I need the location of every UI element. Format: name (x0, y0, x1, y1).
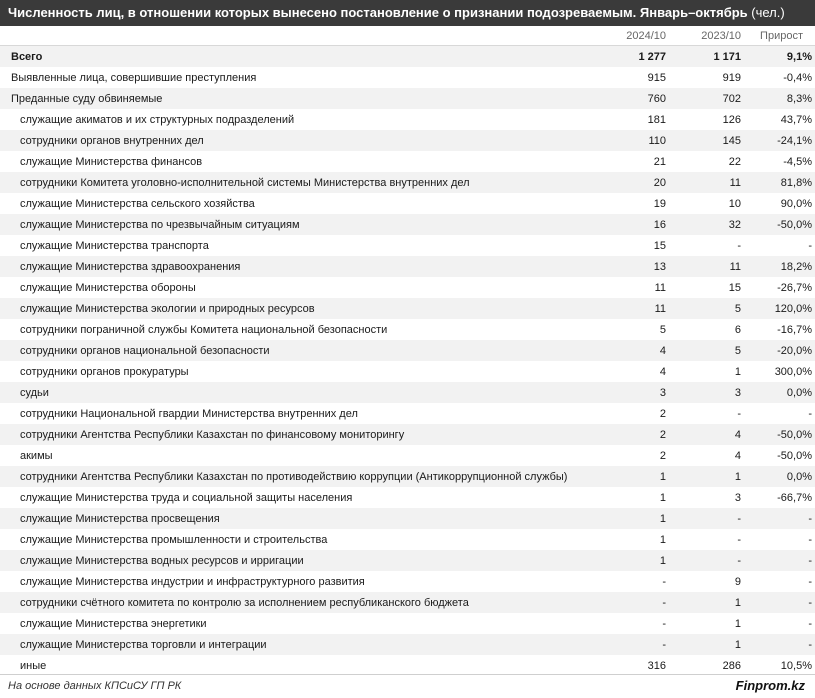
table-row (0, 46, 815, 68)
row-label: служащие Министерства обороны (20, 281, 196, 294)
table-row (0, 592, 815, 613)
table-row (0, 235, 815, 256)
value-2024: 181 (647, 113, 666, 126)
value-growth: 18,2% (743, 256, 815, 277)
row-label: Выявленные лица, совершившие преступления (11, 71, 257, 84)
table-row (0, 550, 815, 571)
row-label: Всего (0, 46, 580, 68)
value-growth: 81,8% (743, 172, 815, 193)
value-2023: 11 (668, 256, 743, 277)
row-label: служащие Министерства просвещения (0, 508, 580, 529)
value-2023: 22 (728, 155, 741, 168)
value-2024: 1 277 (580, 46, 668, 68)
value-2024: 4 (580, 340, 668, 361)
title-unit: (чел.) (751, 5, 785, 20)
value-growth: - (743, 508, 815, 529)
value-2023: 5 (668, 298, 743, 319)
data-table (0, 26, 815, 676)
value-2023: 1 (668, 634, 743, 655)
row-label: служащие Министерства энергетики (20, 617, 207, 630)
value-2024: 1 (659, 533, 666, 546)
value-growth: -24,1% (743, 130, 815, 151)
table-row (0, 88, 815, 109)
row-label: сотрудники Комитета уголовно-исполнительной системы Министерства внутренних дел (0, 172, 580, 193)
value-2024: 15 (653, 239, 666, 252)
value-growth: -50,0% (777, 449, 812, 462)
source-note: На основе данных КПСиСУ ГП РК (8, 680, 182, 692)
value-growth: - (808, 617, 812, 630)
row-label: служащие Министерства транспорта (20, 239, 209, 252)
row-label: судьи (0, 382, 580, 403)
table-body (0, 46, 815, 677)
row-label: служащие Министерства промышленности и строительства (20, 533, 328, 546)
value-2024: 316 (647, 659, 666, 672)
value-2024: 1 (580, 466, 668, 487)
table-row (0, 319, 815, 340)
row-label: служащие Министерства здравоохранения (0, 256, 580, 277)
footer (0, 674, 815, 698)
header-growth: Прирост (743, 26, 815, 46)
table-row (0, 298, 815, 319)
value-2024: 5 (659, 323, 666, 336)
value-2023: 286 (722, 659, 741, 672)
value-2023: - (737, 407, 741, 420)
row-label: сотрудники Агентства Республики Казахстан по финансовому мониторингу (0, 424, 580, 445)
value-2023: - (737, 239, 741, 252)
value-2024: 3 (580, 382, 668, 403)
row-label: иные (20, 659, 47, 672)
row-label: акимы (20, 449, 53, 462)
value-2024: 2 (659, 449, 666, 462)
value-growth: -4,5% (783, 155, 812, 168)
table-row (0, 424, 815, 445)
table-row (0, 613, 815, 634)
table-row (0, 634, 815, 655)
row-label: служащие Министерства торговли и интеграции (0, 634, 580, 655)
value-2023: 702 (668, 88, 743, 109)
value-growth: - (808, 533, 812, 546)
row-label: Преданные суду обвиняемые (0, 88, 580, 109)
value-2024: 2 (580, 424, 668, 445)
value-2023: 3 (734, 491, 741, 504)
table-row (0, 277, 815, 298)
table-row (0, 529, 815, 550)
row-label: служащие Министерства водных ресурсов и ирригации (0, 550, 580, 571)
value-2024: 19 (653, 197, 666, 210)
row-label: сотрудники органов национальной безопасности (0, 340, 580, 361)
value-2023: 1 (668, 466, 743, 487)
value-2023: - (668, 550, 743, 571)
table-row (0, 487, 815, 508)
value-2023: 4 (734, 449, 741, 462)
value-2024: 2 (659, 407, 666, 420)
value-growth: -50,0% (743, 214, 815, 235)
value-2023: 3 (668, 382, 743, 403)
table-row (0, 67, 815, 88)
row-label: сотрудники счётного комитета по контролю за исполнением республиканского бюджета (0, 592, 580, 613)
table-row (0, 109, 815, 130)
value-growth: 0,0% (743, 466, 815, 487)
value-growth: 300,0% (774, 365, 812, 378)
value-2023: - (668, 508, 743, 529)
table-row (0, 256, 815, 277)
value-2023: 5 (668, 340, 743, 361)
value-growth: -66,7% (777, 491, 812, 504)
value-growth: -0,4% (783, 71, 812, 84)
value-2023: 11 (668, 172, 743, 193)
value-growth: - (743, 550, 815, 571)
table-row (0, 193, 815, 214)
value-2024: 1 (580, 508, 668, 529)
value-2024: - (580, 592, 668, 613)
value-2024: 20 (580, 172, 668, 193)
value-2023: 126 (722, 113, 741, 126)
row-label: служащие акиматов и их структурных подразделений (20, 113, 295, 126)
table-row (0, 382, 815, 403)
value-growth: -26,7% (777, 281, 812, 294)
report-title (0, 0, 815, 26)
header-2024: 2024/10 (580, 26, 668, 46)
value-2023: 1 171 (668, 46, 743, 68)
value-2023: 4 (668, 424, 743, 445)
value-growth: 90,0% (780, 197, 812, 210)
value-2024: - (580, 634, 668, 655)
table-row (0, 403, 815, 424)
row-label: служащие Министерства по чрезвычайным ситуациям (0, 214, 580, 235)
row-label: служащие Министерства экологии и природных ресурсов (0, 298, 580, 319)
value-2024: 16 (580, 214, 668, 235)
brand-logo: Finprom.kz (735, 678, 805, 693)
row-label: сотрудники органов прокуратуры (20, 365, 189, 378)
value-2024: 11 (580, 298, 668, 319)
table-row (0, 130, 815, 151)
value-growth: - (808, 575, 812, 588)
value-2024: 110 (580, 130, 668, 151)
value-2024: 760 (580, 88, 668, 109)
header-label (0, 26, 580, 46)
value-2023: - (737, 533, 741, 546)
value-growth: - (808, 239, 812, 252)
row-label: служащие Министерства сельского хозяйства (20, 197, 255, 210)
value-2024: 1 (580, 550, 668, 571)
value-growth: -16,7% (777, 323, 812, 336)
row-label: сотрудники Национальной гвардии Министерства внутренних дел (20, 407, 358, 420)
row-label: сотрудники Агентства Республики Казахстан по противодействию коррупции (Антикоррупционной службы) (0, 466, 580, 487)
row-label: служащие Министерства финансов (20, 155, 203, 168)
value-growth: - (743, 592, 815, 613)
value-growth: - (743, 634, 815, 655)
value-growth: 8,3% (743, 88, 815, 109)
value-2024: 1 (659, 491, 666, 504)
value-2024: 915 (647, 71, 666, 84)
table-row (0, 655, 815, 676)
header-2023: 2023/10 (668, 26, 743, 46)
value-2023: 1 (734, 365, 741, 378)
value-2024: - (662, 575, 666, 588)
value-2023: 145 (668, 130, 743, 151)
row-label: сотрудники пограничной службы Комитета национальной безопасности (20, 323, 388, 336)
value-2023: 9 (734, 575, 741, 588)
table-row (0, 361, 815, 382)
table-header-row (0, 26, 815, 46)
value-2024: 11 (654, 281, 666, 294)
value-2024: 21 (653, 155, 666, 168)
table-row (0, 445, 815, 466)
value-2023: 15 (728, 281, 741, 294)
row-label: служащие Министерства индустрии и инфраструктурного развития (20, 575, 365, 588)
table-row (0, 571, 815, 592)
table-row (0, 340, 815, 361)
value-growth: 43,7% (780, 113, 812, 126)
value-growth: -20,0% (743, 340, 815, 361)
table-row (0, 466, 815, 487)
table-row (0, 214, 815, 235)
value-2024: 4 (659, 365, 666, 378)
value-growth: 9,1% (743, 46, 815, 68)
title-text: Численность лиц, в отношении которых вынесено постановление о признании подозреваемым. Январь–октябрь (8, 5, 748, 20)
value-2024: - (662, 617, 666, 630)
value-growth: 0,0% (743, 382, 815, 403)
value-growth: -50,0% (743, 424, 815, 445)
table-row (0, 172, 815, 193)
value-2023: 10 (728, 197, 741, 210)
value-2023: 1 (734, 617, 741, 630)
table-row (0, 508, 815, 529)
row-label: сотрудники органов внутренних дел (0, 130, 580, 151)
value-2023: 1 (668, 592, 743, 613)
value-growth: - (808, 407, 812, 420)
value-2023: 32 (668, 214, 743, 235)
value-2023: 6 (734, 323, 741, 336)
row-label: служащие Министерства труда и социальной защиты населения (20, 491, 353, 504)
value-2023: 919 (722, 71, 741, 84)
value-2024: 13 (580, 256, 668, 277)
value-growth: 10,5% (780, 659, 812, 672)
value-growth: 120,0% (743, 298, 815, 319)
table-row (0, 151, 815, 172)
